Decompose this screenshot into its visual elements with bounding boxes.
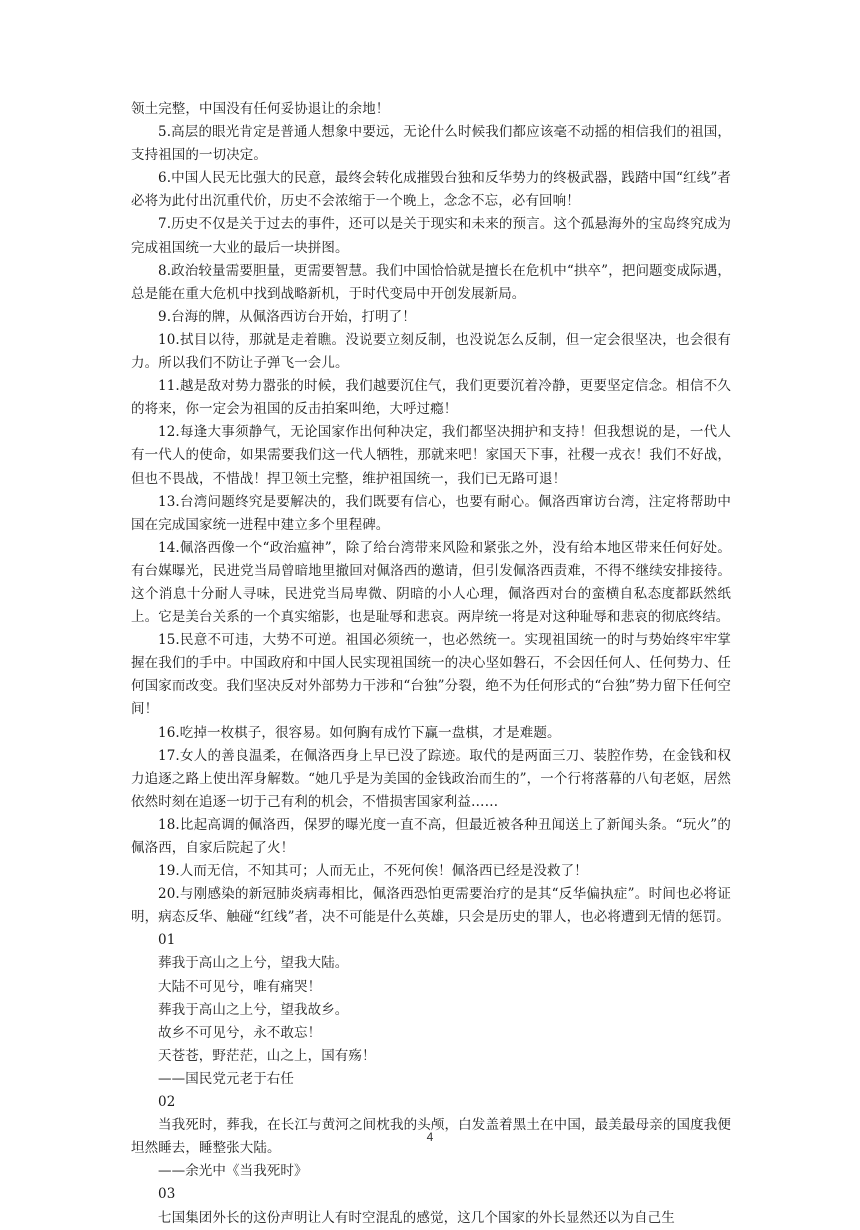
page-number: 4	[426, 1130, 434, 1144]
paragraph: 01	[158, 932, 176, 949]
paragraph: ——国民党元老于右任	[158, 1070, 294, 1087]
paragraph: 领土完整，中国没有任何妥协退让的余地！	[131, 101, 390, 117]
paragraph: 20.与刚感染的新冠肺炎病毒相比，佩洛西恐怕更需要治疗的是其“反华偏执症”。时间也必将证明，病态反华、触碰“红线”者，决不可能是什么英雄，只会是历史的罪人，也必将遭到无情的惩罚。	[131, 886, 731, 926]
paragraph: 16.吃掉一枚棋子，很容易。如何胸有成竹下赢一盘棋，才是难题。	[158, 724, 561, 741]
paragraph: 12.每逢大事须静气，无论国家作出何种决定，我们都坚决拥护和支持！但我想说的是，一代人有一代人的使命，如果需要我们这一代人牺牲，那就来吧！家国天下事，社稷一戎衣！我们不好战，但也不畏战，不惜战！捍卫领土完整，维护祖国统一，我们已无路可退！	[131, 424, 731, 487]
paragraph: 当我死时，葬我，在长江与黄河之间枕我的头颅，白发盖着黑土在中国，最美最母亲的国度我便坦然睡去，睡整张大陆。	[131, 1117, 731, 1157]
paragraph: 03	[158, 1186, 176, 1203]
paragraph: 17.女人的善良温柔，在佩洛西身上早已没了踪迹。取代的是两面三刀、装腔作势，在金钱和权力追逐之路上使出浑身解数。“她几乎是为美国的金钱政治而生的”，一个行将落幕的八旬老妪，居然依然时刻在追逐一切于己有利的机会，不惜损害国家利益……	[131, 747, 731, 810]
paragraph: 11.越是敌对势力嚣张的时候，我们越要沉住气，我们更要沉着冷静，更要坚定信念。相信不久的将来，你一定会为祖国的反击拍案叫绝，大呼过瘾！	[131, 378, 731, 418]
paragraph: 天苍苍，野茫茫，山之上，国有殇！	[158, 1047, 376, 1064]
paragraph: 葬我于高山之上兮，望我大陆。	[158, 955, 349, 972]
paragraph: 02	[158, 1094, 176, 1111]
paragraph: 14.佩洛西像一个“政治瘟神”，除了给台湾带来风险和紧张之外，没有给本地区带来任何好处。有台媒曝光，民进党当局曾暗地里撤回对佩洛西的邀请，但引发佩洛西责难，不得不继续安排接待。这个消息十分耐人寻味，民进党当局卑微、阴暗的小人心理，佩洛西对台的蛮横自私态度都跃然纸上。它是美台关系的一个真实缩影，也是耻辱和悲哀。两岸统一将是对这种耻辱和悲哀的彻底终结。	[131, 539, 731, 626]
paragraph: ——余光中《当我死时》	[158, 1163, 308, 1180]
paragraph: 13.台湾问题终究是要解决的，我们既要有信心，也要有耐心。佩洛西窜访台湾，注定将帮助中国在完成国家统一进程中建立多个里程碑。	[131, 493, 731, 533]
paragraph: 6.中国人民无比强大的民意，最终会转化成摧毁台独和反华势力的终极武器，践踏中国“红线”者必将为此付出沉重代价，历史不会浓缩于一个晚上，念念不忘，必有回响！	[131, 170, 731, 210]
paragraph: 葬我于高山之上兮，望我故乡。	[158, 1001, 349, 1018]
paragraph: 10.拭目以待，那就是走着瞧。没说要立刻反制，也没说怎么反制，但一定会很坚决，也会很有力。所以我们不防让子弹飞一会儿。	[131, 331, 731, 372]
paragraph: 大陆不可见兮，唯有痛哭！	[158, 978, 322, 995]
paragraph: 18.比起高调的佩洛西，保罗的曝光度一直不高，但最近被各种丑闻送上了新闻头条。“玩火”的佩洛西，自家后院起了火！	[131, 816, 731, 856]
paragraph: 9.台海的牌，从佩洛西访台开始，打明了！	[158, 308, 416, 325]
paragraph: 7.历史不仅是关于过去的事件，还可以是关于现实和未来的预言。这个孤悬海外的宝岛终究成为完成祖国统一大业的最后一块拼图。	[131, 216, 731, 256]
paragraph: 15.民意不可违，大势不可逆。祖国必须统一，也必然统一。实现祖国统一的时与势始终牢牢掌握在我们的手中。中国政府和中国人民实现祖国统一的决心坚如磐石，不会因任何人、任何势力、任何国家而改变。我们坚决反对外部势力干涉和“台独”分裂，绝不为任何形式的“台独”势力留下任何空间！	[131, 632, 731, 718]
paragraph: 5.高层的眼光肯定是普通人想象中要远，无论什么时候我们都应该毫不动摇的相信我们的祖国，支持祖国的一切决定。	[131, 124, 731, 164]
paragraph: 七国集团外长的这份声明让人有时空混乱的感觉，这几个国家的外长显然还以为自己生	[158, 1209, 675, 1226]
paragraph: 19.人而无信，不知其可；人而无止，不死何俟！佩洛西已经是没救了！	[158, 863, 588, 880]
paragraph: 故乡不可见兮，永不敢忘！	[158, 1024, 322, 1041]
document-body	[131, 98, 731, 1230]
paragraph: 8.政治较量需要胆量，更需要智慧。我们中国恰恰就是擅长在危机中“拱卒”，把问题变成际遇，总是能在重大危机中找到战略新机，于时代变局中开创发展新局。	[131, 262, 731, 302]
